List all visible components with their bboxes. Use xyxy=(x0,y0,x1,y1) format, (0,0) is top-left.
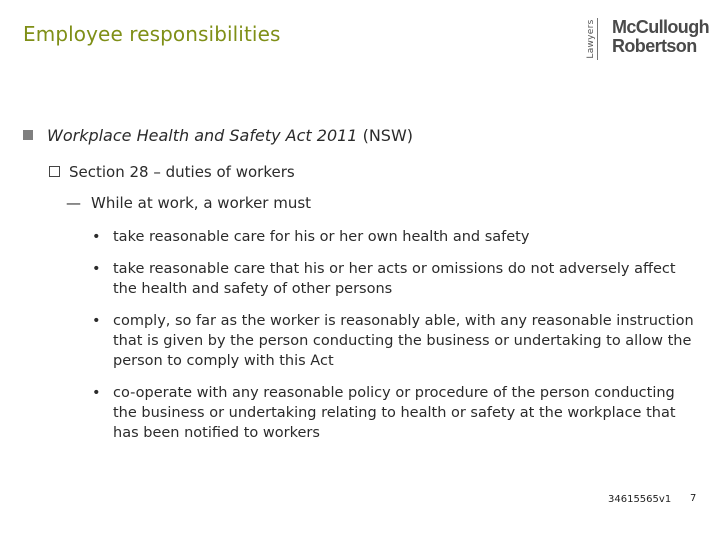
act-jurisdiction: (NSW) xyxy=(357,126,413,145)
act-name: Workplace Health and Safety Act 2011 xyxy=(47,126,358,145)
logo-line-1: McCullough xyxy=(612,17,709,37)
logo-side-label: Lawyers xyxy=(586,19,596,59)
dot-bullet-icon: • xyxy=(92,261,101,277)
square-bullet-icon xyxy=(23,130,33,140)
company-logo xyxy=(585,18,707,60)
level-1-text xyxy=(47,126,413,145)
hollow-square-bullet-icon xyxy=(49,166,60,177)
level-2-text: Section 28 – duties of workers xyxy=(69,163,295,181)
list-item-text: take reasonable care for his or her own health and safety xyxy=(113,229,530,245)
logo-wordmark xyxy=(612,18,709,56)
logo-line-2: Robertson xyxy=(612,36,697,56)
dot-bullet-icon: • xyxy=(92,229,101,245)
list-item-text: comply, so far as the worker is reasonably able, with any reasonable instruction that is given by the person conducting the business or undertaking to allow the person to comply with this Act xyxy=(113,313,694,369)
page-number: 7 xyxy=(690,493,697,504)
document-id: 34615565v1 xyxy=(608,494,672,505)
level-3-text: While at work, a worker must xyxy=(91,194,312,212)
list-item-text: take reasonable care that his or her acts or omissions do not adversely affect the health and safety of other persons xyxy=(113,261,676,297)
slide-title: Employee responsibilities xyxy=(23,22,281,46)
logo-side-label-box xyxy=(585,18,598,60)
dot-bullet-icon: • xyxy=(92,313,101,329)
dash-bullet-icon: — xyxy=(66,194,81,212)
list-item-text: co-operate with any reasonable policy or procedure of the person conducting the business or undertaking relating to health or safety at the workplace that has been notified to workers xyxy=(113,385,676,441)
dot-bullet-icon: • xyxy=(92,385,101,401)
